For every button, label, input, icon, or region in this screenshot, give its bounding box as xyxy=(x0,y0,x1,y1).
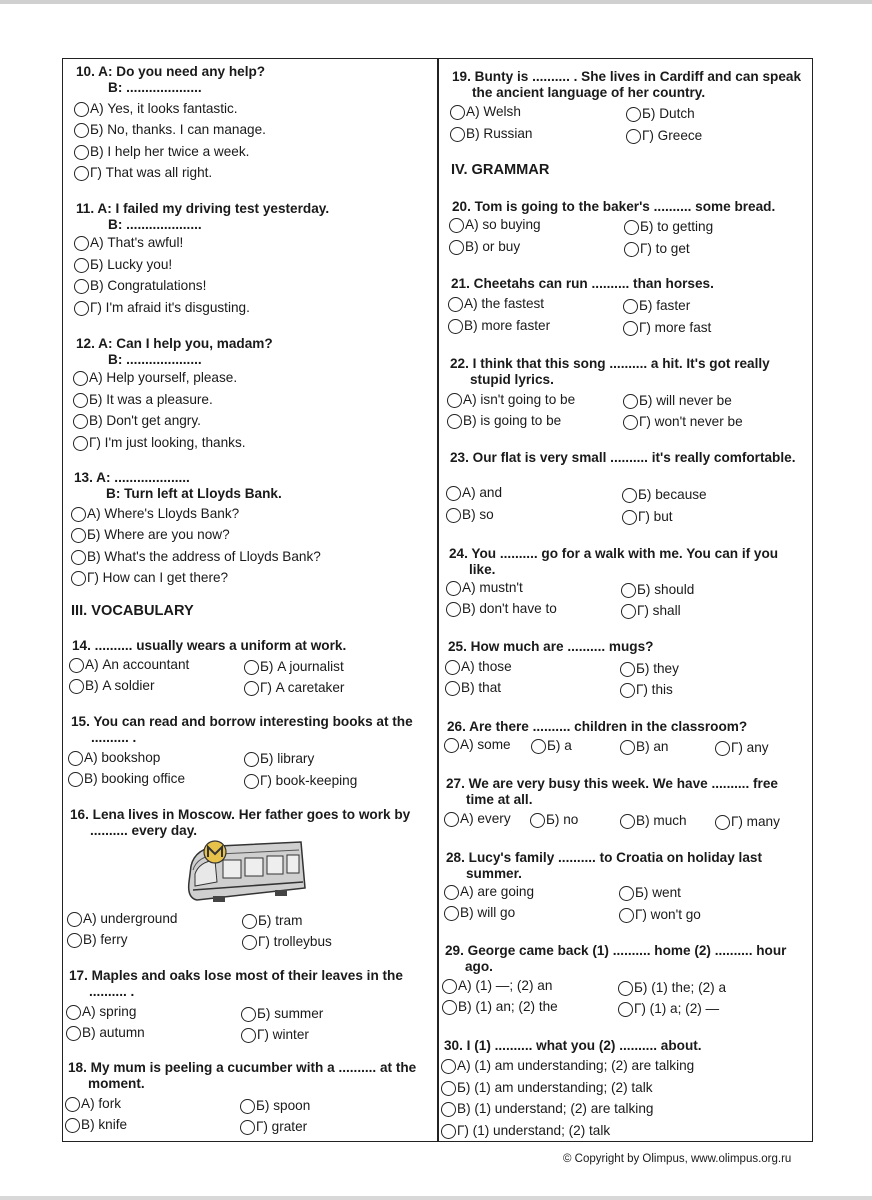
option-d[interactable]: Г) That was all right. xyxy=(74,165,212,181)
question-text-b: B: .................... xyxy=(108,217,202,232)
answer-circle[interactable] xyxy=(74,301,89,316)
option-b[interactable]: Б) a xyxy=(531,738,572,754)
option-d[interactable]: Г) (1) understand; (2) talk xyxy=(441,1123,610,1139)
option-b[interactable]: Б) went xyxy=(619,885,681,901)
question-text: 19. Bunty is .......... . She lives in Cardiff and can speak the ancient language of her country. xyxy=(452,69,802,100)
option-c[interactable]: В) don't have to xyxy=(446,601,557,617)
answer-circle[interactable] xyxy=(241,1028,256,1043)
option-a[interactable]: А) mustn't xyxy=(446,580,523,596)
answer-circle[interactable] xyxy=(446,581,461,596)
answer-circle[interactable] xyxy=(71,528,86,543)
option-a[interactable]: А) every xyxy=(444,811,511,827)
option-d[interactable]: Г) I'm just looking, thanks. xyxy=(73,435,246,451)
question-23 xyxy=(450,450,800,466)
question-20 xyxy=(452,199,802,215)
answer-circle[interactable] xyxy=(73,393,88,408)
question-25 xyxy=(448,639,798,655)
option-d[interactable]: Г) How can I get there? xyxy=(71,570,228,586)
option-a[interactable]: А) Yes, it looks fantastic. xyxy=(74,101,238,117)
option-c[interactable]: В) ferry xyxy=(67,932,128,948)
option-d[interactable]: Г) (1) a; (2) — xyxy=(618,1001,719,1017)
answer-circle[interactable] xyxy=(71,507,86,522)
answer-circle[interactable] xyxy=(74,123,89,138)
question-text: 11. A: I failed my driving test yesterday. xyxy=(76,201,330,216)
option-a[interactable]: А) spring xyxy=(66,1004,136,1020)
option-a[interactable]: А) and xyxy=(446,485,502,501)
answer-circle[interactable] xyxy=(244,681,259,696)
answer-circle[interactable] xyxy=(618,981,633,996)
answer-circle[interactable] xyxy=(74,102,89,117)
option-d[interactable]: Г) any xyxy=(715,740,769,756)
answer-circle[interactable] xyxy=(620,683,635,698)
question-10 xyxy=(76,64,426,96)
scan-edge-top xyxy=(0,0,872,4)
answer-circle[interactable] xyxy=(73,371,88,386)
option-b[interactable]: Б) (1) the; (2) a xyxy=(618,980,726,996)
option-c[interactable]: В) knife xyxy=(65,1117,127,1133)
option-b[interactable]: Б) should xyxy=(621,582,694,598)
answer-circle[interactable] xyxy=(448,297,463,312)
answer-circle[interactable] xyxy=(715,741,730,756)
answer-circle[interactable] xyxy=(65,1118,80,1133)
tram-metro-illustration xyxy=(183,838,307,908)
answer-circle[interactable] xyxy=(67,933,82,948)
question-28 xyxy=(446,850,796,882)
option-c[interactable]: В) Congratulations! xyxy=(74,278,206,294)
question-text: 30. I (1) .......... what you (2) .......... about. xyxy=(444,1038,702,1053)
answer-circle[interactable] xyxy=(444,812,459,827)
answer-circle[interactable] xyxy=(448,319,463,334)
option-b[interactable]: Б) (1) am understanding; (2) talk xyxy=(441,1080,653,1096)
question-text: 20. Tom is going to the baker's .......... some bread. xyxy=(452,199,776,214)
question-13 xyxy=(74,470,424,502)
answer-circle[interactable] xyxy=(66,1005,81,1020)
option-d[interactable]: Г) book-keeping xyxy=(244,773,357,789)
question-16 xyxy=(70,807,422,839)
answer-circle[interactable] xyxy=(620,740,635,755)
answer-circle[interactable] xyxy=(715,815,730,830)
answer-circle[interactable] xyxy=(626,129,641,144)
option-d[interactable]: Г) I'm afraid it's disgusting. xyxy=(74,300,250,316)
answer-circle[interactable] xyxy=(73,436,88,451)
question-text: 27. We are very busy this week. We have .......... free time at all. xyxy=(446,776,778,807)
question-text: 29. George came back (1) .......... home (2) .......... hour ago. xyxy=(445,943,787,974)
question-text-b: B: Turn left at Lloyds Bank. xyxy=(106,486,282,501)
question-text: 21. Cheetahs can run .......... than horses. xyxy=(451,276,714,291)
option-a[interactable]: А) underground xyxy=(67,911,177,927)
option-d[interactable]: Г) winter xyxy=(241,1027,309,1043)
question-text: 18. My mum is peeling a cucumber with a .......... at the moment. xyxy=(68,1060,417,1091)
option-d[interactable]: Г) won't never be xyxy=(623,414,743,430)
question-11 xyxy=(76,201,426,233)
answer-circle[interactable] xyxy=(623,299,638,314)
answer-circle[interactable] xyxy=(626,107,641,122)
answer-circle[interactable] xyxy=(71,571,86,586)
answer-circle[interactable] xyxy=(241,1007,256,1022)
option-a[interactable]: А) Where's Lloyds Bank? xyxy=(71,506,239,522)
answer-circle[interactable] xyxy=(623,394,638,409)
option-a[interactable]: А) That's awful! xyxy=(74,235,183,251)
answer-circle[interactable] xyxy=(531,739,546,754)
question-17 xyxy=(69,968,421,1000)
question-text: 15. You can read and borrow interesting books at the .......... . xyxy=(71,714,413,745)
answer-circle[interactable] xyxy=(530,813,545,828)
answer-circle[interactable] xyxy=(623,415,638,430)
option-c[interactable]: В) I help her twice a week. xyxy=(74,144,249,160)
option-c[interactable]: В) What's the address of Lloyds Bank? xyxy=(71,549,321,565)
option-d[interactable]: Г) grater xyxy=(240,1119,307,1135)
answer-circle[interactable] xyxy=(244,774,259,789)
option-d[interactable]: Г) trolleybus xyxy=(242,934,332,950)
answer-circle[interactable] xyxy=(618,1002,633,1017)
answer-circle[interactable] xyxy=(69,658,84,673)
question-text: 26. Are there .......... children in the classroom? xyxy=(447,719,748,734)
answer-circle[interactable] xyxy=(74,145,89,160)
answer-circle[interactable] xyxy=(445,660,460,675)
option-d[interactable]: Г) to get xyxy=(624,241,690,257)
answer-circle[interactable] xyxy=(68,772,83,787)
option-b[interactable]: Б) Lucky you! xyxy=(74,257,172,273)
answer-circle[interactable] xyxy=(624,220,639,235)
option-b[interactable]: Б) Dutch xyxy=(626,106,695,122)
answer-circle[interactable] xyxy=(446,486,461,501)
answer-circle[interactable] xyxy=(74,166,89,181)
option-c[interactable]: В) booking office xyxy=(68,771,185,787)
question-24 xyxy=(449,546,801,578)
option-a[interactable]: А) fork xyxy=(65,1096,121,1112)
answer-circle[interactable] xyxy=(450,105,465,120)
option-c[interactable]: В) is going to be xyxy=(447,413,561,429)
option-d[interactable]: Г) this xyxy=(620,682,673,698)
answer-circle[interactable] xyxy=(442,979,457,994)
answer-circle[interactable] xyxy=(69,679,84,694)
question-text: 12. A: Can I help you, madam? xyxy=(76,336,273,351)
answer-circle[interactable] xyxy=(619,886,634,901)
answer-circle[interactable] xyxy=(71,550,86,565)
answer-circle[interactable] xyxy=(66,1026,81,1041)
option-a[interactable]: А) (1) —; (2) an xyxy=(442,978,552,994)
option-a[interactable]: А) bookshop xyxy=(68,750,160,766)
option-d[interactable]: Г) won't go xyxy=(619,907,701,923)
option-d[interactable]: Г) Greece xyxy=(626,128,702,144)
question-29 xyxy=(445,943,807,975)
answer-circle[interactable] xyxy=(67,912,82,927)
question-text: 24. You .......... go for a walk with me. You can if you like. xyxy=(449,546,779,577)
option-c[interactable]: В) or buy xyxy=(449,239,520,255)
question-30 xyxy=(444,1038,794,1054)
option-b[interactable]: Б) they xyxy=(620,661,679,677)
answer-circle[interactable] xyxy=(240,1120,255,1135)
answer-circle[interactable] xyxy=(449,240,464,255)
option-c[interactable]: В) Don't get angry. xyxy=(73,413,201,429)
option-c[interactable]: В) autumn xyxy=(66,1025,145,1041)
question-text-b: B: .................... xyxy=(108,80,202,95)
answer-circle[interactable] xyxy=(441,1081,456,1096)
answer-circle[interactable] xyxy=(74,258,89,273)
option-a[interactable]: А) some xyxy=(444,737,511,753)
option-a[interactable]: А) An accountant xyxy=(69,657,189,673)
question-19 xyxy=(452,69,802,101)
answer-circle[interactable] xyxy=(441,1102,456,1117)
option-b[interactable]: Б) library xyxy=(244,751,314,767)
answer-circle[interactable] xyxy=(74,236,89,251)
answer-circle[interactable] xyxy=(242,935,257,950)
question-21 xyxy=(451,276,801,292)
answer-circle[interactable] xyxy=(621,583,636,598)
scan-edge-bottom xyxy=(0,1196,872,1200)
answer-circle[interactable] xyxy=(73,414,88,429)
answer-circle[interactable] xyxy=(446,602,461,617)
option-b[interactable]: Б) faster xyxy=(623,298,690,314)
answer-circle[interactable] xyxy=(621,604,636,619)
answer-circle[interactable] xyxy=(623,321,638,336)
question-text: 13. A: .................... xyxy=(74,470,190,485)
question-text: 25. How much are .......... mugs? xyxy=(448,639,654,654)
question-26 xyxy=(447,719,797,735)
option-c[interactable]: В) so xyxy=(446,507,494,523)
option-b[interactable]: Б) no xyxy=(530,812,578,828)
option-a[interactable]: А) isn't going to be xyxy=(447,392,575,408)
option-c[interactable]: В) (1) an; (2) the xyxy=(442,999,558,1015)
option-d[interactable]: Г) but xyxy=(622,509,673,525)
option-c[interactable]: В) (1) understand; (2) are talking xyxy=(441,1101,653,1117)
option-c[interactable]: В) will go xyxy=(444,905,515,921)
question-18 xyxy=(68,1060,420,1092)
question-22 xyxy=(450,356,800,388)
answer-circle[interactable] xyxy=(441,1124,456,1139)
option-b[interactable]: Б) Where are you now? xyxy=(71,527,230,543)
answer-circle[interactable] xyxy=(244,752,259,767)
answer-circle[interactable] xyxy=(240,1099,255,1114)
option-c[interactable]: В) an xyxy=(620,739,669,755)
answer-circle[interactable] xyxy=(242,914,257,929)
question-text: 14. .......... usually wears a uniform at work. xyxy=(72,638,347,653)
option-b[interactable]: Б) No, thanks. I can manage. xyxy=(74,122,266,138)
answer-circle[interactable] xyxy=(445,681,460,696)
question-27 xyxy=(446,776,798,808)
option-a[interactable]: А) Welsh xyxy=(450,104,521,120)
question-text: 22. I think that this song .......... a hit. It's got really stupid lyrics. xyxy=(450,356,770,387)
section-heading-grammar: IV. GRAMMAR xyxy=(451,162,550,178)
answer-circle[interactable] xyxy=(74,279,89,294)
question-14 xyxy=(72,638,422,654)
option-a[interactable]: А) so buying xyxy=(449,217,541,233)
option-a[interactable]: А) are going xyxy=(444,884,534,900)
option-b[interactable]: Б) spoon xyxy=(240,1098,310,1114)
answer-circle[interactable] xyxy=(622,488,637,503)
copyright-footer: © Copyright by Olimpus, www.olimpus.org.ru xyxy=(563,1153,792,1165)
option-a[interactable]: А) those xyxy=(445,659,512,675)
answer-circle[interactable] xyxy=(450,127,465,142)
option-b[interactable]: Б) to getting xyxy=(624,219,713,235)
section-heading-vocabulary: III. VOCABULARY xyxy=(71,603,194,619)
option-c[interactable]: В) more faster xyxy=(448,318,550,334)
answer-circle[interactable] xyxy=(444,906,459,921)
option-b[interactable]: Б) tram xyxy=(242,913,302,929)
option-c[interactable]: В) much xyxy=(620,813,687,829)
question-text: 16. Lena lives in Moscow. Her father goes to work by .......... every day. xyxy=(70,807,411,838)
option-b[interactable]: Б) will never be xyxy=(623,393,732,409)
option-c[interactable]: В) that xyxy=(445,680,501,696)
option-a[interactable]: А) the fastest xyxy=(448,296,544,312)
answer-circle[interactable] xyxy=(444,885,459,900)
question-text: 17. Maples and oaks lose most of their leaves in the .......... . xyxy=(69,968,403,999)
option-b[interactable]: Б) It was a pleasure. xyxy=(73,392,213,408)
option-b[interactable]: Б) because xyxy=(622,487,707,503)
question-15 xyxy=(71,714,423,746)
question-12 xyxy=(76,336,426,368)
option-d[interactable]: Г) A caretaker xyxy=(244,680,344,696)
option-b[interactable]: Б) A journalist xyxy=(244,659,344,675)
answer-circle[interactable] xyxy=(624,242,639,257)
answer-circle[interactable] xyxy=(622,510,637,525)
answer-circle[interactable] xyxy=(620,814,635,829)
option-a[interactable]: А) (1) am understanding; (2) are talking xyxy=(441,1058,694,1074)
answer-circle[interactable] xyxy=(444,738,459,753)
answer-circle[interactable] xyxy=(65,1097,80,1112)
option-c[interactable]: В) A soldier xyxy=(69,678,155,694)
option-d[interactable]: Г) many xyxy=(715,814,780,830)
option-d[interactable]: Г) shall xyxy=(621,603,681,619)
answer-circle[interactable] xyxy=(447,393,462,408)
option-d[interactable]: Г) more fast xyxy=(623,320,711,336)
answer-circle[interactable] xyxy=(68,751,83,766)
question-text: 28. Lucy's family .......... to Croatia on holiday last summer. xyxy=(446,850,762,881)
answer-circle[interactable] xyxy=(619,908,634,923)
answer-circle[interactable] xyxy=(442,1000,457,1015)
column-divider xyxy=(437,58,439,1142)
answer-circle[interactable] xyxy=(620,662,635,677)
question-text: 23. Our flat is very small .......... it's really comfortable. xyxy=(450,450,796,465)
option-a[interactable]: А) Help yourself, please. xyxy=(73,370,237,386)
answer-circle[interactable] xyxy=(244,660,259,675)
answer-circle[interactable] xyxy=(441,1059,456,1074)
answer-circle[interactable] xyxy=(449,218,464,233)
question-text-b: B: .................... xyxy=(108,352,202,367)
question-text: 10. A: Do you need any help? xyxy=(76,64,266,79)
answer-circle[interactable] xyxy=(446,508,461,523)
option-c[interactable]: В) Russian xyxy=(450,126,532,142)
option-b[interactable]: Б) summer xyxy=(241,1006,323,1022)
answer-circle[interactable] xyxy=(447,414,462,429)
